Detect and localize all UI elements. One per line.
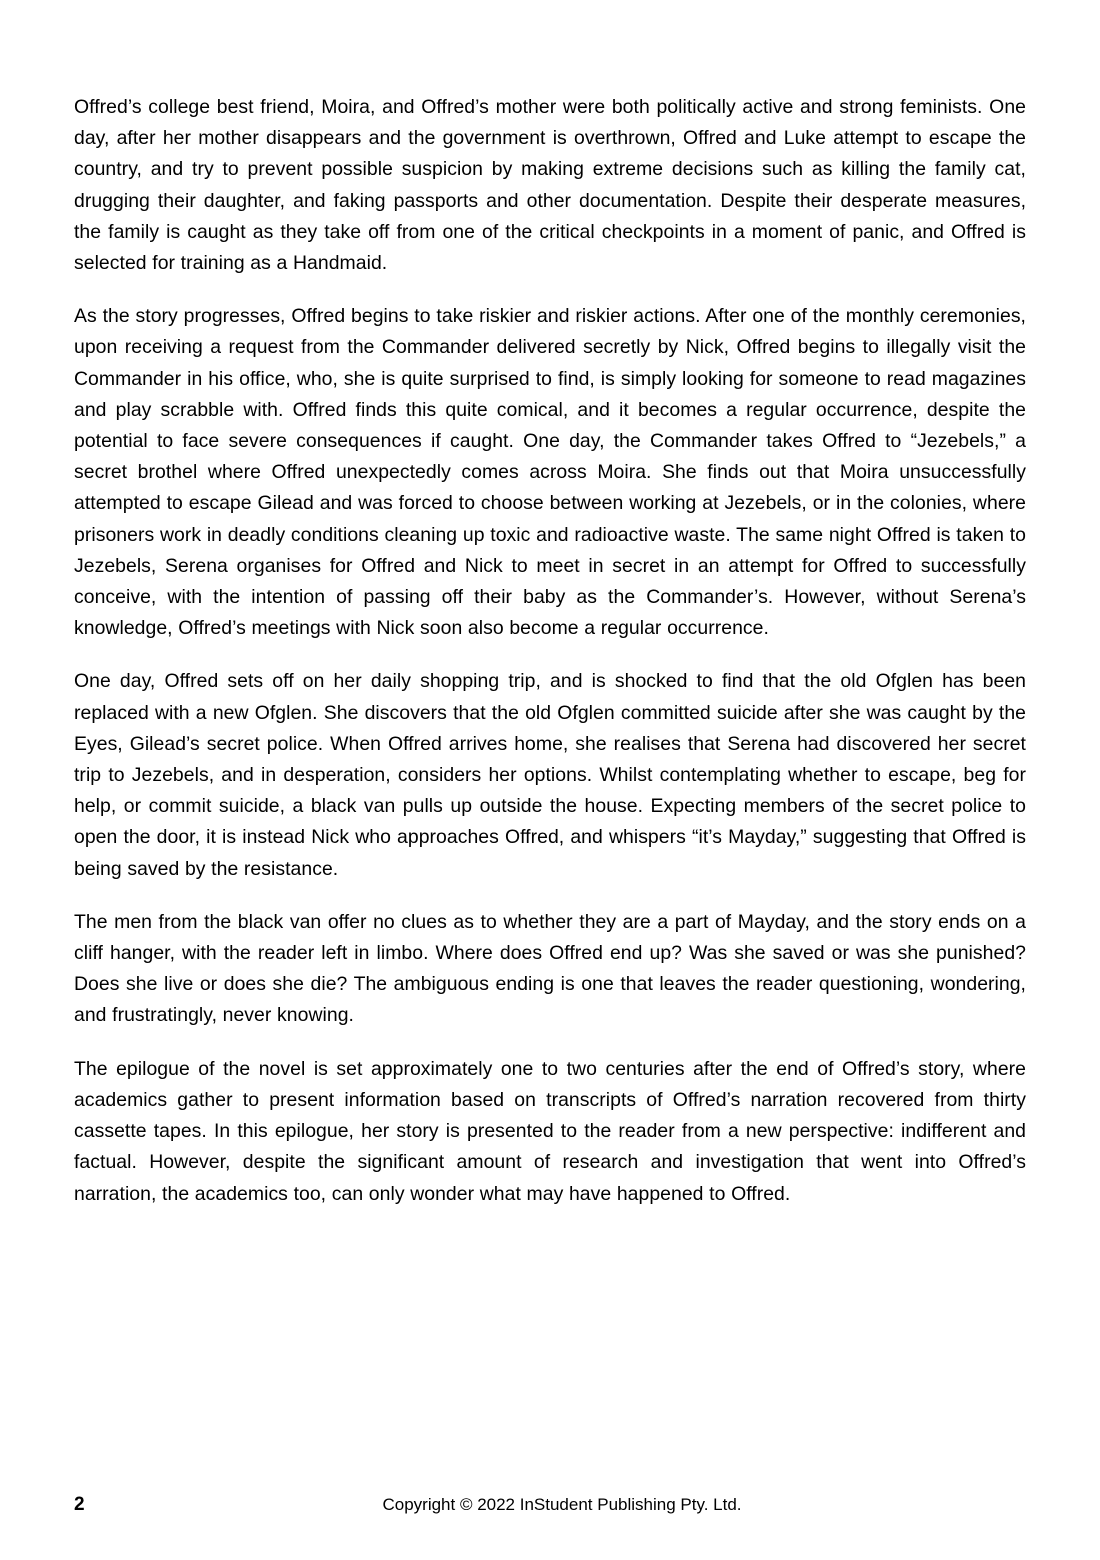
- paragraph: Offred’s college best friend, Moira, and Offred’s mother were both politically active and strong feminists. One day, after her mother disappears and the government is overthrown, Offred and Luke attempt to escape the country, and try to prevent possible suspicion by making extreme decisions such as killing the family cat, drugging their daughter, and faking passports and other documentation. Despite their desperate measures, the family is caught as they take off from one of the critical checkpoints in a moment of panic, and Offred is selected for training as a Handmaid.: [74, 96, 1026, 275]
- paragraph: As the story progresses, Offred begins to take riskier and riskier actions. After one of the monthly ceremonies, upon receiving a request from the Commander delivered secretly by Nick, Offred begins to illegally visit the Commander in his office, who, she is quite surprised to find, is simply looking for someone to read magazines and play scrabble with. Offred finds this quite comical, and it becomes a regular occurrence, despite the potential to face severe consequences if caught. One day, the Commander takes Offred to “Jezebels,” a secret brothel where Offred unexpectedly comes across Moira. She finds out that Moira unsuccessfully attempted to escape Gilead and was forced to choose between working at Jezebels, or in the colonies, where prisoners work in deadly conditions cleaning up toxic and radioactive waste. The same night Offred is taken to Jezebels, Serena organises for Offred and Nick to meet in secret in an attempt for Offred to successfully conceive, with the intention of passing off their baby as the Commander’s. However, without Serena’s knowledge, Offred’s meetings with Nick soon also become a regular occurrence.: [74, 305, 1026, 640]
- copyright-notice: Copyright © 2022 InStudent Publishing Pty. Ltd.: [382, 1495, 742, 1514]
- page-body-text: [74, 92, 1026, 1210]
- paragraph: The epilogue of the novel is set approximately one to two centuries after the end of Offred’s story, where academics gather to present information based on transcripts of Offred’s narration recovered from thirty cassette tapes. In this epilogue, her story is presented to the reader from a new perspective: indifferent and factual. However, despite the significant amount of research and investigation that went into Offred’s narration, the academics too, can only wonder what may have happened to Offred.: [74, 1057, 1026, 1205]
- paragraph: One day, Offred sets off on her daily shopping trip, and is shocked to find that the old Ofglen has been replaced with a new Ofglen. She discovers that the old Ofglen committed suicide after she was caught by the Eyes, Gilead’s secret police. When Offred arrives home, she realises that Serena had discovered her secret trip to Jezebels, and in desperation, considers her options. Whilst contemplating whether to escape, beg for help, or commit suicide, a black van pulls up outside the house. Expecting members of the secret police to open the door, it is instead Nick who approaches Offred, and whispers “it’s Mayday,” suggesting that Offred is being saved by the resistance.: [74, 670, 1026, 880]
- page-number: 2: [74, 1494, 85, 1515]
- page-footer: [74, 1492, 1026, 1518]
- paragraph: The men from the black van offer no clues as to whether they are a part of Mayday, and the story ends on a cliff hanger, with the reader left in limbo. Where does Offred end up? Was she saved or was she punished? Does she live or does she die? The ambiguous ending is one that leaves the reader questioning, wondering, and frustratingly, never knowing.: [74, 910, 1026, 1027]
